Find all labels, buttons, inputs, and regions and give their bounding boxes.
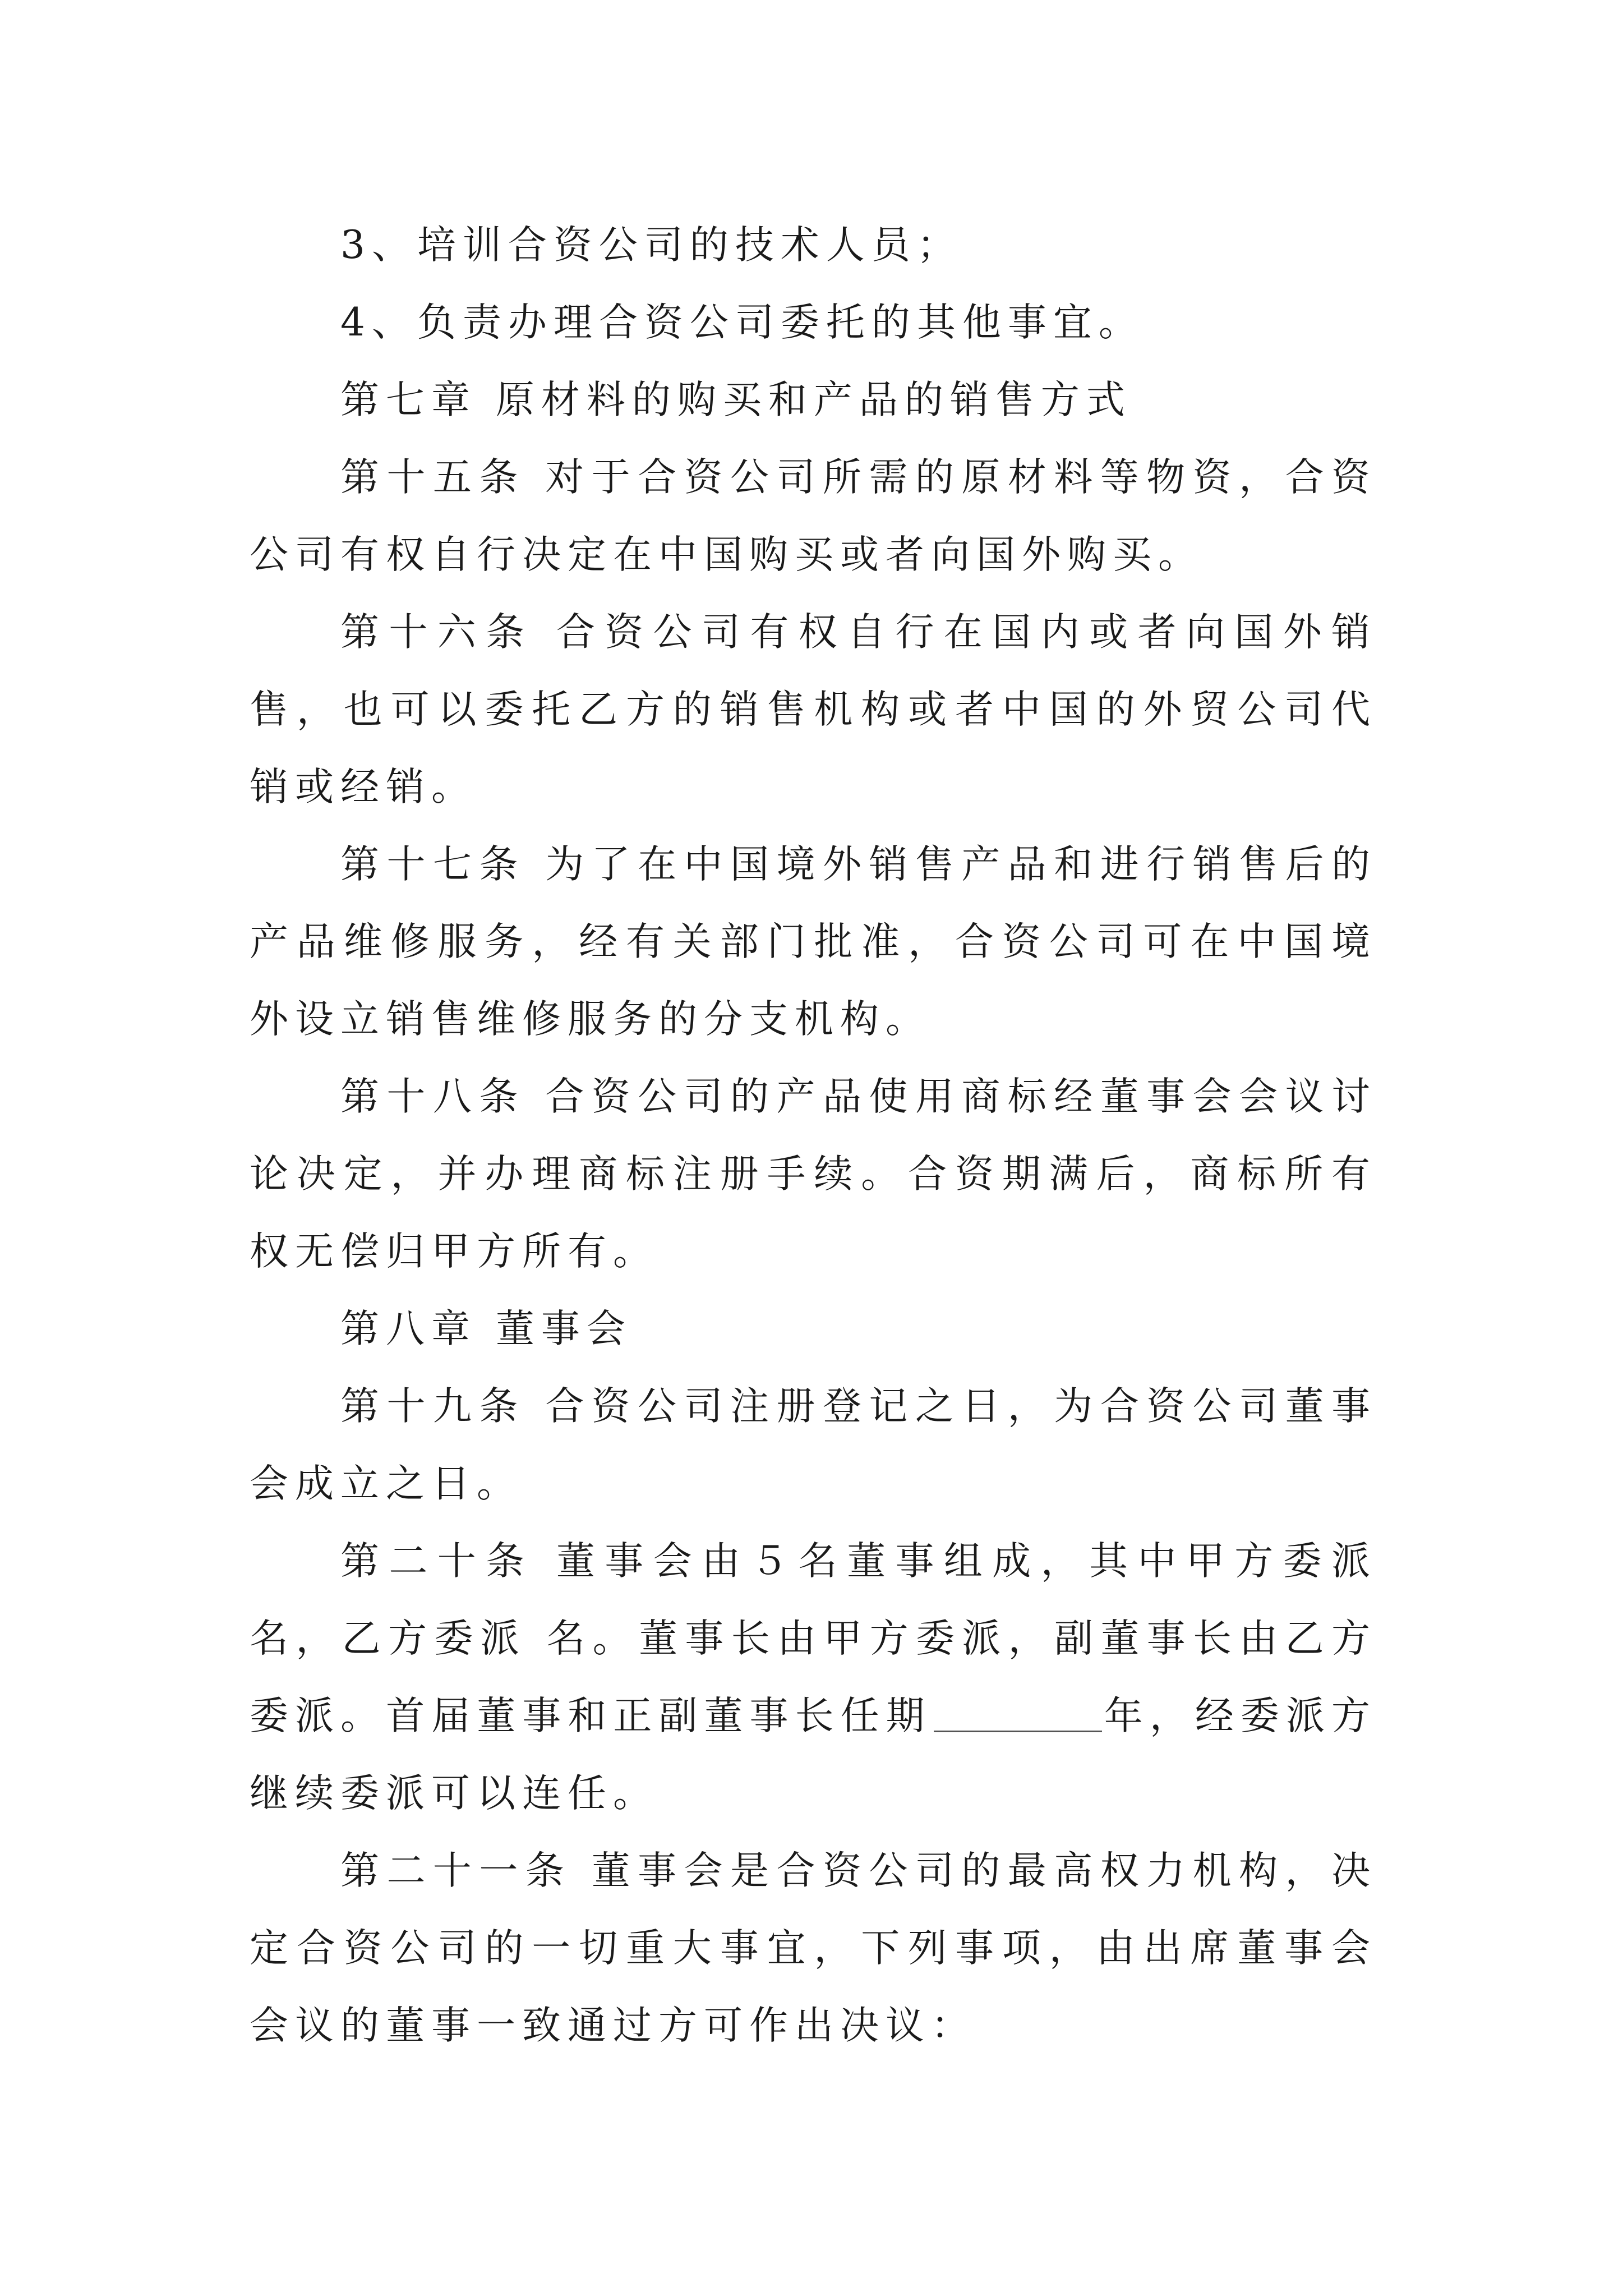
article-17: 第十七条 为了在中国境外销售产品和进行销售后的产品维修服务，经有关部门批准，合资公司可在中国境外设立销售维修服务的分支机构。	[250, 842, 1377, 1042]
article-20-text-end: 年，经委派方继续委派可以连任。	[250, 1694, 1377, 1816]
term-years-blank	[934, 1692, 1102, 1732]
paragraph-item-3: 3、培训合资公司的技术人员；	[340, 223, 962, 268]
document-body	[250, 206, 1377, 2064]
article-20-text-start: 第二十条 董事会由５名董事组成，其中甲方委派 名，乙方委派 名。董事长由甲方委派，副董事长由乙方委派。首届董事和正副董事长任期	[250, 1539, 1377, 1738]
article-19: 第十九条 合资公司注册登记之日，为合资公司董事会成立之日。	[250, 1384, 1377, 1506]
chapter-7-heading: 第七章 原材料的购买和产品的销售方式	[340, 378, 1132, 422]
article-21: 第二十一条 董事会是合资公司的最高权力机构，决定合资公司的一切重大事宜，下列事项，由出席董事会会议的董事一致通过方可作出决议：	[250, 1848, 1377, 2048]
paragraph-item-4: 4、负责办理合资公司委托的其他事宜。	[340, 300, 1144, 345]
chapter-8-heading: 第八章 董事会	[340, 1306, 632, 1351]
article-20	[250, 1522, 1377, 1832]
article-15: 第十五条 对于合资公司所需的原材料等物资，合资公司有权自行决定在中国购买或者向国外购买。	[250, 455, 1377, 577]
article-16: 第十六条 合资公司有权自行在国内或者向国外销售，也可以委托乙方的销售机构或者中国的外贸公司代销或经销。	[250, 610, 1377, 809]
article-18: 第十八条 合资公司的产品使用商标经董事会会议讨论决定，并办理商标注册手续。合资期满后，商标所有权无偿归甲方所有。	[250, 1074, 1377, 1274]
